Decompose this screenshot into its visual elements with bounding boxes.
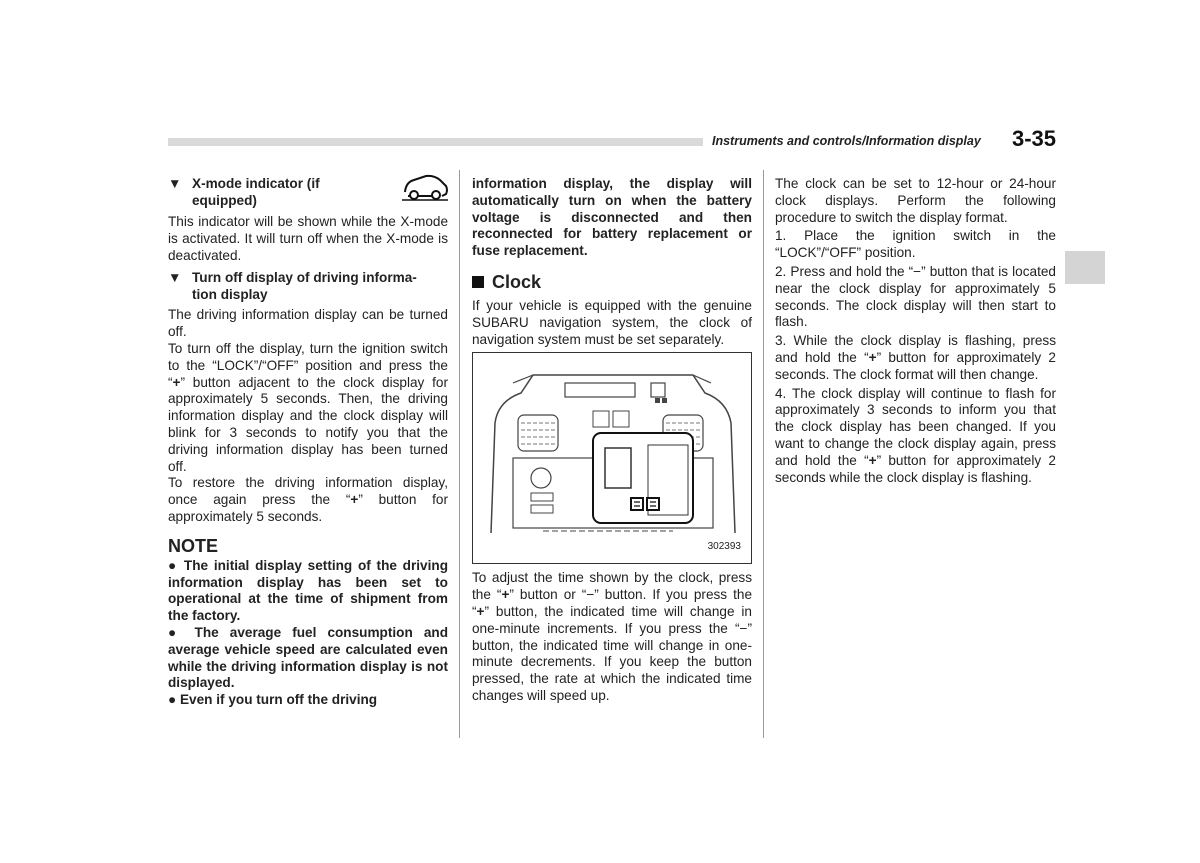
plus-symbol: +: [501, 587, 510, 603]
note-bullet-2: ● The average fuel consumption and average vehicle speed are calculated even while the driving information display is not displayed.: [168, 624, 448, 691]
step-3: [775, 333, 1056, 383]
triangle-bullet-icon: ▼: [168, 270, 182, 286]
note-bullet-1: ● The initial display setting of the driving information display has been set to operational at the time of shipment from the factory.: [168, 557, 448, 624]
text-span: To restore the driving information display, once again press the “: [168, 475, 448, 508]
plus-symbol: +: [172, 374, 181, 390]
xmode-body: This indicator will be shown while the X-mode is activated. It will turn off when the X-mode is deactivated.: [168, 214, 448, 263]
turnoff-paragraph-2: [168, 341, 448, 475]
column-2: [472, 176, 752, 705]
clock-intro: If your vehicle is equipped with the genuine SUBARU navigation system, the clock of navigation system must be set separately.: [472, 297, 752, 347]
plus-symbol: +: [476, 603, 485, 619]
clock-heading: [472, 272, 752, 292]
chapter-tab: [1065, 251, 1105, 284]
step-1: 1. Place the ignition switch in the “LOCK”/“OFF” position.: [775, 228, 1056, 261]
column-divider-2: [763, 170, 764, 738]
text-span: ” button for approximately 2 seconds. The clock format will then change.: [775, 349, 1056, 382]
text-span: 4. The clock display will continue to flash for approximately 3 seconds to inform you that the clock display has been changed. If you want to change the clock display again, press and hold the “: [775, 385, 1056, 468]
plus-symbol: +: [350, 492, 359, 508]
adjust-paragraph: [472, 570, 752, 704]
xmode-heading: [168, 176, 448, 209]
xmode-heading-line1: X-mode indicator (if: [192, 176, 320, 191]
plus-symbol: +: [868, 452, 877, 468]
header-bar: [168, 138, 703, 146]
column-divider-1: [459, 170, 460, 738]
text-span: To turn off the display, turn the ignition switch to the “LOCK”/“OFF” position and press the “: [168, 340, 448, 390]
text-span: ” button for approximately 2 seconds while the clock display is flashing.: [775, 452, 1056, 485]
turnoff-heading: [168, 270, 448, 303]
figure-label: 302393: [707, 540, 741, 552]
text-span: ” button adjacent to the clock display for approximately 5 seconds. Then, the driving information display and the clock display will blink for 3 seconds to notify you that the driving information display has been turned off.: [168, 374, 448, 474]
text-span: 3. While the clock display is flashing, press and hold the “: [775, 333, 1056, 365]
page-number: 3-35: [1012, 126, 1057, 151]
xmode-heading-line2: equipped): [192, 192, 257, 208]
dashboard-figure: [472, 352, 752, 564]
turnoff-heading-line1: Turn off display of driving informa-: [192, 270, 417, 286]
dashboard-illustration: [473, 353, 751, 563]
square-bullet-icon: [472, 276, 484, 288]
turnoff-heading-line2: tion display: [192, 286, 268, 302]
text-span: ” button for approximately 5 seconds.: [168, 492, 448, 524]
clock-format-intro: The clock can be set to 12-hour or 24-hour clock displays. Perform the following procedure to switch the display format.: [775, 176, 1056, 225]
text-span: ” button or “−” button. If you press the “: [472, 587, 753, 619]
note-bullet-3: ● Even if you turn off the driving: [168, 692, 378, 708]
note-continuation: information display, the display will automatically turn on when the battery voltage is disconnected and then reconnected for battery replacement or fuse replacement.: [472, 176, 752, 259]
clock-heading-text: Clock: [492, 271, 542, 292]
turnoff-paragraph-1: The driving information display can be turned off.: [168, 307, 448, 340]
column-1: [168, 176, 448, 709]
turnoff-paragraph-3: [168, 475, 448, 525]
step-2: 2. Press and hold the “−” button that is located near the clock display for approximately 5 seconds. The clock display will then start to flash.: [775, 263, 1056, 330]
section-title: Instruments and controls/Information display: [712, 134, 981, 148]
step-4: [775, 386, 1056, 487]
plus-symbol: +: [868, 349, 877, 365]
text-span: ” button, the indicated time will change in one-minute increments. If you press the “−” button, the indicated time will change in one-minute decrements. If you keep the button pressed, the rate at which the indicated time changes will speed up.: [472, 603, 752, 703]
text-span: To adjust the time shown by the clock, press the “: [472, 570, 752, 603]
note-heading: NOTE: [168, 535, 219, 556]
triangle-bullet-icon: ▼: [168, 176, 182, 191]
column-3: [775, 176, 1056, 488]
